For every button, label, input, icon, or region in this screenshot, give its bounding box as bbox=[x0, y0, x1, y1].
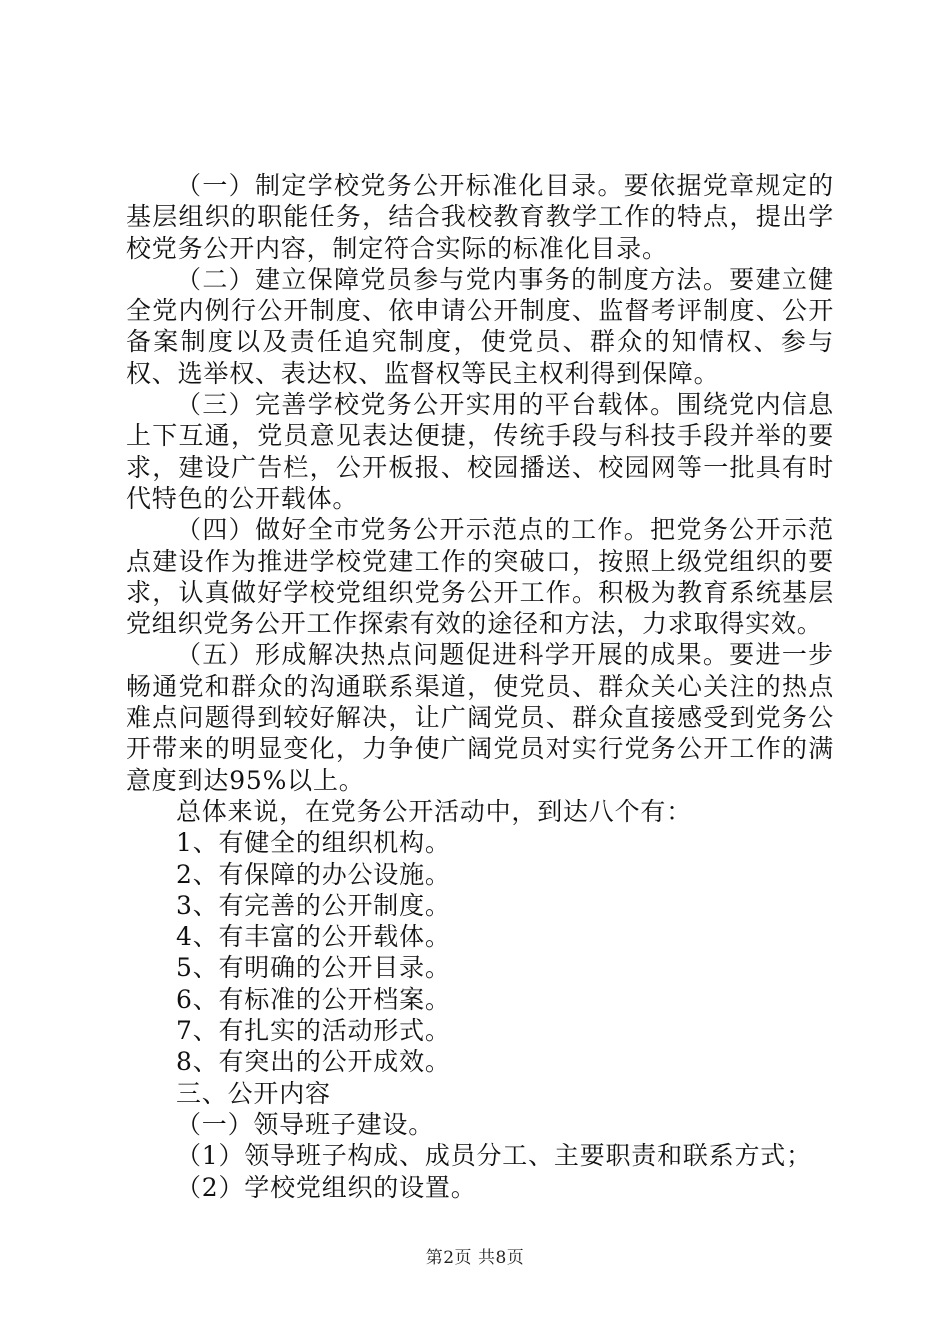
paragraph-3: （三）完善学校党务公开实用的平台载体。围绕党内信息上下互通，党员意见表达便捷，传统手段与科技手段并举的要求，建设广告栏，公开板报、校园播送、校园网等一批具有时代特色的公开载体。 bbox=[126, 390, 834, 513]
subsection-heading: （一）领导班子建设。 bbox=[176, 1109, 435, 1139]
list-item: 8、有突出的公开成效。 bbox=[176, 1047, 451, 1077]
subsection-item: （2）学校党组织的设置。 bbox=[176, 1172, 477, 1202]
paragraph-5: （五）形成解决热点问题促进科学开展的成果。要进一步畅通党和群众的沟通联系渠道，使党员、群众关心关注的热点难点问题得到较好解决，让广阔党员、群众直接感受到党务公开带来的明显变化，力争使广阔党员对实行党务公开工作的满意度到达95%以上。 bbox=[126, 640, 834, 795]
summary-line: 总体来说，在党务公开活动中，到达八个有： bbox=[176, 796, 693, 826]
list-item: 1、有健全的组织机构。 bbox=[176, 828, 451, 858]
page-footer: 第2页 共8页 bbox=[425, 1248, 525, 1268]
paragraph-1: （一）制定学校党务公开标准化目录。要依据党章规定的基层组织的职能任务，结合我校教育教学工作的特点，提出学校党务公开内容，制定符合实际的标准化目录。 bbox=[126, 171, 834, 263]
section-heading: 三、公开内容 bbox=[176, 1078, 331, 1108]
list-item: 3、有完善的公开制度。 bbox=[176, 890, 451, 920]
document-body bbox=[126, 170, 834, 1203]
paragraph-2: （二）建立保障党员参与党内事务的制度方法。要建立健全党内例行公开制度、依申请公开制度、监督考评制度、公开备案制度以及责任追究制度，使党员、群众的知情权、参与权、选举权、表达权、监督权等民主权利得到保障。 bbox=[126, 264, 834, 388]
list-item: 6、有标准的公开档案。 bbox=[176, 984, 451, 1014]
list-item: 2、有保障的办公设施。 bbox=[176, 859, 451, 889]
list-item: 4、有丰富的公开载体。 bbox=[176, 922, 451, 952]
subsection-item: （1）领导班子构成、成员分工、主要职责和联系方式； bbox=[176, 1141, 812, 1171]
list-item: 5、有明确的公开目录。 bbox=[176, 953, 451, 983]
list-item: 7、有扎实的活动形式。 bbox=[176, 1016, 451, 1046]
paragraph-4: （四）做好全市党务公开示范点的工作。把党务公开示范点建设作为推进学校党建工作的突破口，按照上级党组织的要求，认真做好学校党组织党务公开工作。积极为教育系统基层党组织党务公开工作探索有效的途径和方法，力求取得实效。 bbox=[126, 515, 834, 639]
